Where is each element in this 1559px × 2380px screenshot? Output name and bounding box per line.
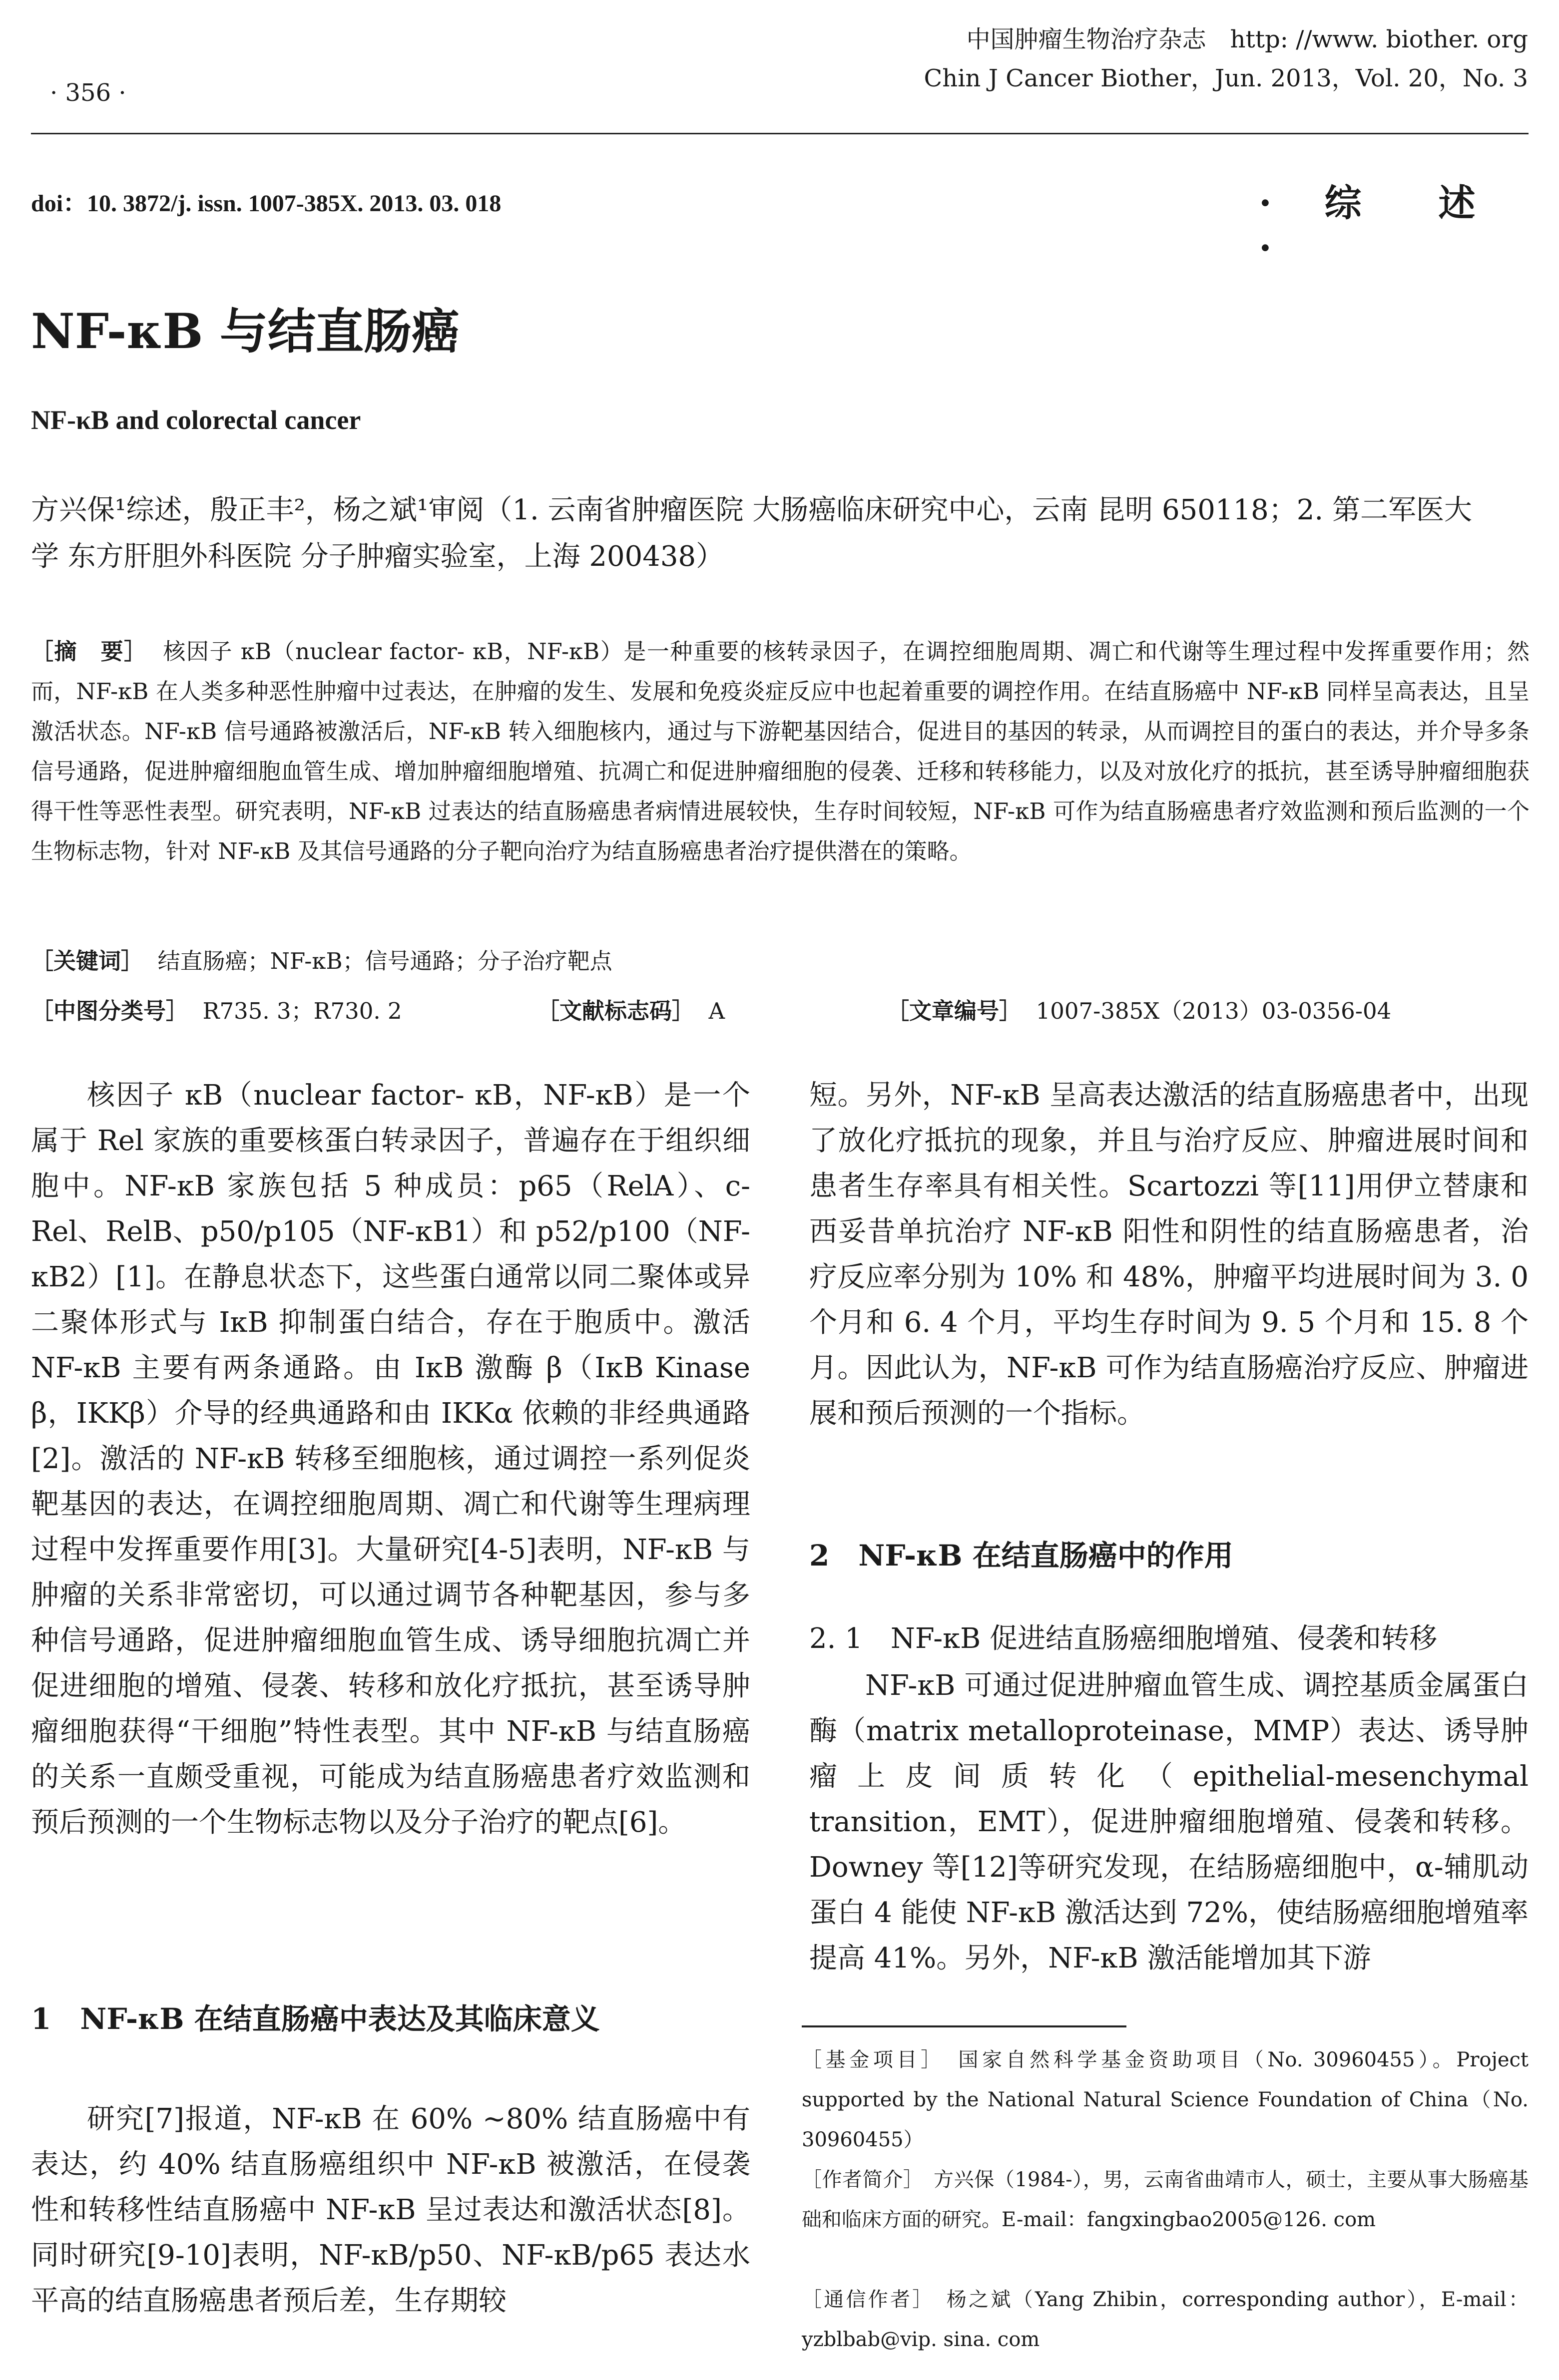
keywords-label: ［关键词］	[31, 948, 144, 974]
body-paragraph: NF-κB 可通过促进肿瘤血管生成、调控基质金属蛋白酶（matrix metalloproteinase，MMP）表达、诱导肿瘤上皮间质转化（epithelial-mesenchymal transition，EMT），促进肿瘤细胞增殖、侵袭和转移。Downey 等[12]等研究发现，在结肠癌细胞中，α-辅肌动蛋白 4 能使 NF-κB 激活达到 72%，使结肠癌细胞增殖率提高 41%。另外，NF-κB 激活能增加其下游	[809, 1669, 1529, 1975]
footnote-fund: ［基金项目］ 国家自然科学基金资助项目（No. 30960455）。Project supported by the National Natural Science Foundation of China（No. 30960455）	[802, 2048, 1529, 2151]
keywords	[31, 943, 612, 975]
abstract	[31, 632, 1530, 871]
section-tag: · 综 述 ·	[1259, 182, 1496, 270]
doc-code-label: ［文献标志码］	[537, 998, 695, 1024]
journal-issue-en: Chin J Cancer Biother，Jun. 2013，Vol. 20，No. 3	[924, 64, 1528, 92]
body-left-column-2	[31, 2096, 750, 2324]
footnote-author-bio: ［作者简介］ 方兴保（1984-），男，云南省曲靖市人，硕士，主要从事大肠癌基础和临床方面的研究。E-mail：fangxingbao2005@126. com	[802, 2168, 1529, 2231]
body-paragraph: 核因子 κB（nuclear factor- κB，NF-κB）是一个属于 Rel 家族的重要核蛋白转录因子，普遍存在于组织细胞中。NF-κB 家族包括 5 种成员：p65（RelA）、c-Rel、RelB、p50/p105（NF-κB1）和 p52/p100（NF-κB2）[1]。在静息状态下，这些蛋白通常以同二聚体或异二聚体形式与 IκB 抑制蛋白结合，存在于胞质中。激活 NF-κB 主要有两条通路。由 IκB 激酶 β（IκB Kinase β，IKKβ）介导的经典通路和由 IKKα 依赖的非经典通路[2]。激活的 NF-κB 转移至细胞核，通过调控一系列促炎靶基因的表达，在调控细胞周期、凋亡和代谢等生理病理过程中发挥重要作用[3]。大量研究[4-5]表明，NF-κB 与肿瘤的关系非常密切，可以通过调节各种靶基因，参与多种信号通路，促进肿瘤细胞血管生成、诱导细胞抗凋亡并促进细胞的增殖、侵袭、转移和放化疗抵抗，甚至诱导肿瘤细胞获得“干细胞”特性表型。其中 NF-κB 与结直肠癌的关系一直颇受重视，可能成为结直肠癌患者疗效监测和预后预测的一个生物标志物以及分子治疗的靶点[6]。	[31, 1079, 750, 1839]
article-title-en: NF-κB and colorectal cancer	[31, 405, 361, 435]
journal-title-cn: 中国肿瘤生物治疗杂志 http: //www. biother. org	[966, 25, 1528, 53]
clc-number	[31, 993, 402, 1025]
abstract-label: ［摘 要］	[31, 638, 147, 665]
section-heading-2: 2 NF-κB 在结直肠癌中的作用	[809, 1539, 1233, 1573]
authors-affiliations	[31, 487, 1530, 580]
clc-value: R735. 3；R730. 2	[202, 998, 402, 1024]
footnote-corresponding[interactable]: ［通信作者］ 杨之斌（Yang Zhibin，corresponding author），E-mail：yzblbab@vip. sina. com	[802, 2288, 1529, 2351]
authors-line-2: 学 东方肝胆外科医院 分子肿瘤实验室，上海 200438）	[31, 540, 724, 573]
doi[interactable]: doi：10. 3872/j. issn. 1007-385X. 2013. 03. 018	[31, 190, 502, 217]
document-code	[537, 993, 725, 1025]
footnote-rule	[802, 2025, 1126, 2027]
body-paragraph: 研究[7]报道，NF-κB 在 60% ~80% 结直肠癌中有表达，约 40% 结直肠癌组织中 NF-κB 被激活，在侵袭性和转移性结直肠癌中 NF-κB 呈过表达和激活状态[8]。同时研究[9-10]表明，NF-κB/p50、NF-κB/p65 表达水平高的结直肠癌患者预后差，生存期较	[31, 2103, 750, 2317]
body-paragraph: 短。另外，NF-κB 呈高表达激活的结直肠癌患者中，出现了放化疗抵抗的现象，并且与治疗反应、肿瘤进展时间和患者生存率具有相关性。Scartozzi 等[11]用伊立替康和西妥昔单抗治疗 NF-κB 阳性和阴性的结直肠癌患者，治疗反应率分别为 10% 和 48%，肿瘤平均进展时间为 3. 0 个月和 6. 4 个月，平均生存时间为 9. 5 个月和 15. 8 个月。因此认为，NF-κB 可作为结直肠癌治疗反应、肿瘤进展和预后预测的一个指标。	[809, 1079, 1529, 1430]
article-number-label: ［文章编号］	[887, 998, 1022, 1024]
section-heading-1: 1 NF-κB 在结直肠癌中表达及其临床意义	[31, 2002, 600, 2036]
keywords-text: 结直肠癌；NF-κB；信号通路；分子治疗靶点	[157, 948, 612, 974]
authors-line-1: 方兴保¹综述，殷正丰²，杨之斌¹审阅（1. 云南省肿瘤医院 大肠癌临床研究中心，云南 昆明 650118；2. 第二军医大	[31, 494, 1472, 526]
body-right-column-2	[809, 1663, 1529, 1981]
page-number: · 356 ·	[50, 79, 126, 107]
body-right-column	[809, 1073, 1529, 1436]
article-title-cn: NF-κB 与结直肠癌	[31, 303, 460, 360]
header-rule	[31, 133, 1529, 134]
subsection-heading-2-1: 2. 1 NF-κB 促进结直肠癌细胞增殖、侵袭和转移	[809, 1622, 1438, 1655]
body-left-column	[31, 1073, 750, 1845]
article-number	[887, 993, 1391, 1025]
clc-label: ［中图分类号］	[31, 998, 189, 1024]
doc-code-value: A	[708, 998, 725, 1024]
article-number-value: 1007-385X（2013）03-0356-04	[1036, 998, 1392, 1024]
abstract-text: 核因子 κB（nuclear factor- κB，NF-κB）是一种重要的核转录因子，在调控细胞周期、凋亡和代谢等生理过程中发挥重要作用；然而，NF-κB 在人类多种恶性肿瘤中过表达，在肿瘤的发生、发展和免疫炎症反应中也起着重要的调控作用。在结直肠癌中 NF-κB 同样呈高表达，且呈激活状态。NF-κB 信号通路被激活后，NF-κB 转入细胞核内，通过与下游靶基因结合，促进目的基因的转录，从而调控目的蛋白的表达，并介导多条信号通路，促进肿瘤细胞血管生成、增加肿瘤细胞增殖、抗凋亡和促进肿瘤细胞的侵袭、迁移和转移能力，以及对放化疗的抵抗，甚至诱导肿瘤细胞获得干性等恶性表型。研究表明，NF-κB 过表达的结直肠癌患者病情进展较快，生存时间较短，NF-κB 可作为结直肠癌患者疗效监测和预后监测的一个生物标志物，针对 NF-κB 及其信号通路的分子靶向治疗为结直肠癌患者治疗提供潜在的策略。	[31, 638, 1530, 864]
